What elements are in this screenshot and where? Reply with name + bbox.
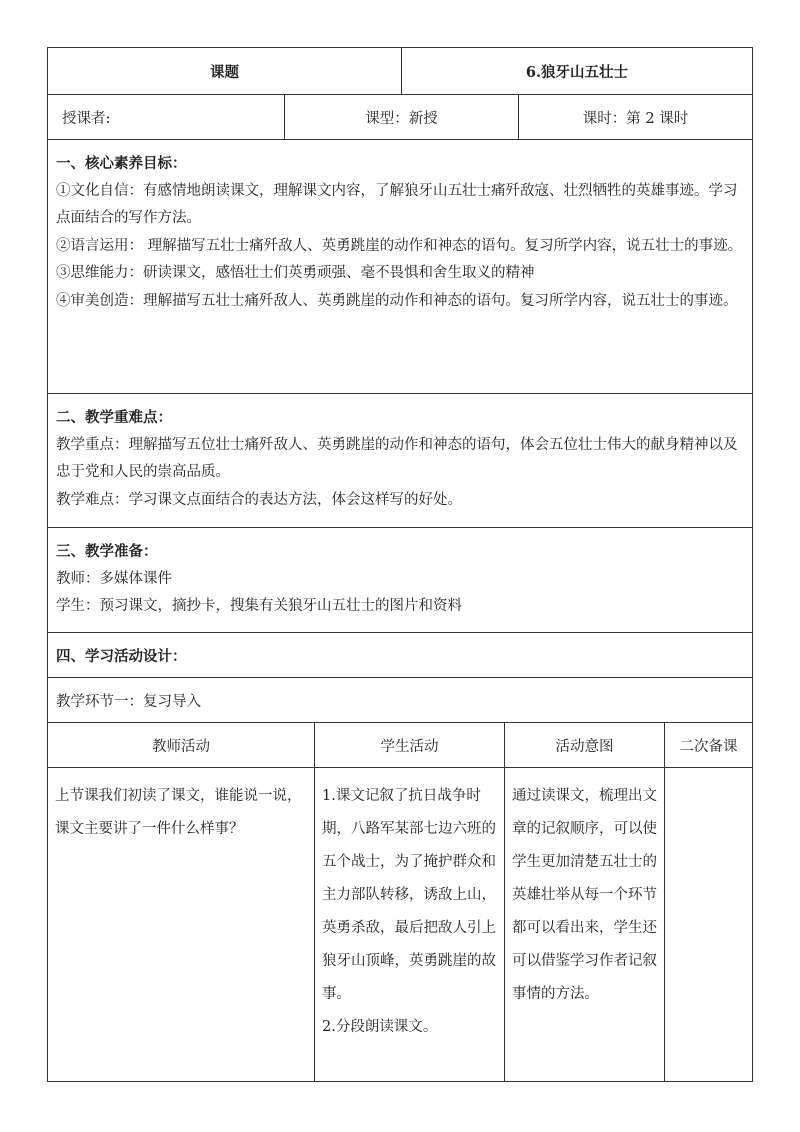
teacher-preparation: 教师：多媒体课件 [56, 570, 172, 587]
column-header-student: 学生活动 [314, 723, 504, 767]
goal-item: ④审美创造：理解描写五壮士痛歼敌人、英勇跳崖的动作和神态的语句。复习所学内容，说五壮士的事迹。 [56, 292, 738, 309]
lesson-period: 课时：第 2 课时 [518, 95, 752, 139]
title-label: 课题 [210, 63, 239, 81]
lesson-title: 6.狼牙山五壮士 [401, 48, 752, 94]
student-activity-text-1: 1.课文记叙了抗日战争时期，八路军某部七边六班的五个战士，为了掩护群众和主力部队转移，诱敌上山，英勇杀敌，最后把敌人引上狼牙山顶峰，英勇跳崖的故事。 [322, 788, 496, 1002]
goal-item: ②语言运用： 理解描写五壮士痛歼敌人、英勇跳崖的动作和神态的语句。复习所学内容，说五壮士的事迹。 [56, 237, 743, 254]
student-activity [314, 768, 504, 1081]
keypoints-heading: 二、教学重难点： [56, 409, 172, 426]
teacher-activity [48, 768, 314, 1081]
student-preparation: 学生：预习课文，摘抄卡，搜集有关狼牙山五壮士的图片和资料 [56, 598, 462, 614]
title-row [48, 48, 752, 95]
lesson-type: 课型：新授 [284, 95, 518, 139]
teacher-field: 授课者: [62, 110, 111, 127]
column-header-intent: 活动意图 [504, 723, 664, 767]
info-row [48, 95, 752, 140]
preparation-section [48, 528, 752, 633]
column-header-notes: 二次备课 [664, 723, 752, 767]
student-activity-text-2: 2.分段朗读课文。 [322, 1019, 438, 1035]
activities-heading: 四、学习活动设计： [56, 647, 187, 665]
second-preparation-notes [664, 768, 752, 1081]
goal-item: ①文化自信：有感情地朗读课文，理解课文内容，了解狼牙山五壮士痛歼敌寇、壮烈牺牲的英雄事迹。学习点面结合的写作方法。 [56, 182, 738, 226]
activity-intent-text: 通过读课文，梳理出文章的记叙顺序，可以使学生更加清楚五壮士的英雄壮举从每一个环节都可以看出来，学生还可以借鉴学习作者记叙事情的方法。 [512, 788, 657, 1002]
column-header-teacher: 教师活动 [152, 738, 210, 755]
activities-heading-row [48, 633, 752, 678]
activity-intent [504, 768, 664, 1081]
goal-item: ③思维能力：研读课文，感悟壮士们英勇顽强、毫不畏惧和舍生取义的精神 [56, 265, 535, 281]
activity-content-row [48, 768, 752, 1081]
keypoints-section [48, 394, 752, 528]
stage-row [48, 678, 752, 723]
goals-section [48, 140, 752, 394]
goals-heading: 一、核心素养目标： [56, 155, 187, 172]
lesson-plan-table [47, 47, 753, 1082]
teacher-activity-text: 上节课我们初读了课文，谁能说一说，课文主要讲了一件什么样事？ [55, 788, 302, 837]
preparation-heading: 三、教学准备： [56, 543, 158, 560]
teaching-stage: 教学环节一：复习导入 [56, 693, 201, 710]
activity-columns-header [48, 723, 752, 768]
teaching-difficulty: 教学难点：学习课文点面结合的表达方法，体会这样写的好处。 [56, 491, 462, 508]
teaching-focus: 教学重点：理解描写五位壮士痛歼敌人、英勇跳崖的动作和神态的语句，体会五位壮士伟大的献身精神以及忠于党和人民的崇高品质。 [56, 436, 738, 480]
